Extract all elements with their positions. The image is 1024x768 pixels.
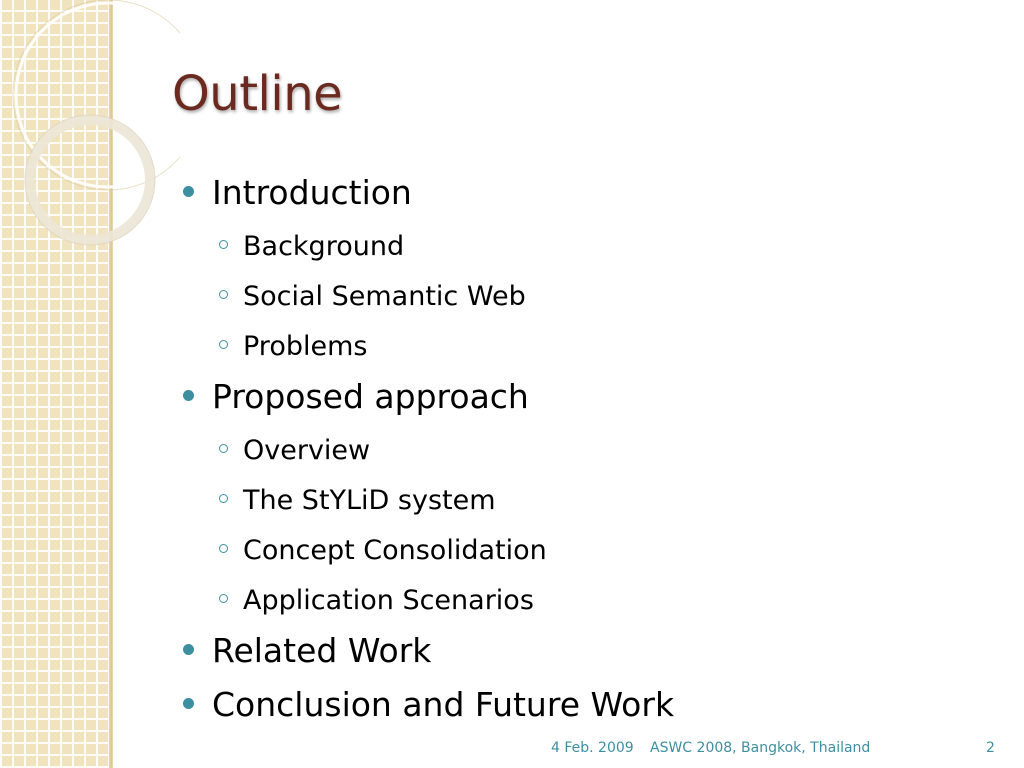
bullet-ring-icon — [219, 340, 228, 349]
sub-list-item-label: Problems — [243, 331, 368, 362]
outline-list — [183, 168, 983, 734]
list-item-label: Conclusion and Future Work — [212, 685, 675, 724]
bullet-dot-icon — [183, 698, 194, 709]
bullet-ring-icon — [219, 544, 228, 553]
list-item — [183, 168, 983, 222]
slide-title: Outline — [172, 66, 343, 122]
sub-list-item — [183, 222, 983, 272]
sub-list-item-label: Overview — [243, 435, 371, 466]
bullet-ring-icon — [219, 444, 228, 453]
bullet-dot-icon — [183, 644, 194, 655]
decorative-side-strip — [0, 0, 113, 768]
sub-list-item-label: Application Scenarios — [243, 585, 534, 616]
sub-list-item — [183, 576, 983, 626]
bullet-ring-icon — [219, 494, 228, 503]
bullet-ring-icon — [219, 290, 228, 299]
sub-list-item — [183, 526, 983, 576]
bullet-ring-icon — [219, 594, 228, 603]
bullet-dot-icon — [183, 186, 194, 197]
bullet-ring-icon — [219, 240, 228, 249]
sub-list-item-label: Background — [243, 231, 405, 262]
list-item — [183, 626, 983, 680]
list-item-label: Related Work — [212, 631, 432, 670]
footer-event: ASWC 2008, Bangkok, Thailand — [650, 740, 871, 756]
page-number: 2 — [986, 740, 995, 756]
sub-list-item — [183, 476, 983, 526]
sub-list-item-label: Social Semantic Web — [243, 281, 526, 312]
sub-list-item-label: Concept Consolidation — [243, 535, 547, 566]
footer-date: 4 Feb. 2009 — [551, 740, 634, 756]
list-item-label: Introduction — [212, 173, 412, 212]
sub-list-item — [183, 426, 983, 476]
bullet-dot-icon — [183, 390, 194, 401]
list-item-label: Proposed approach — [212, 377, 529, 416]
sub-list-item — [183, 272, 983, 322]
sub-list-item — [183, 322, 983, 372]
list-item — [183, 680, 983, 734]
sub-list-item-label: The StYLiD system — [243, 485, 496, 516]
list-item — [183, 372, 983, 426]
